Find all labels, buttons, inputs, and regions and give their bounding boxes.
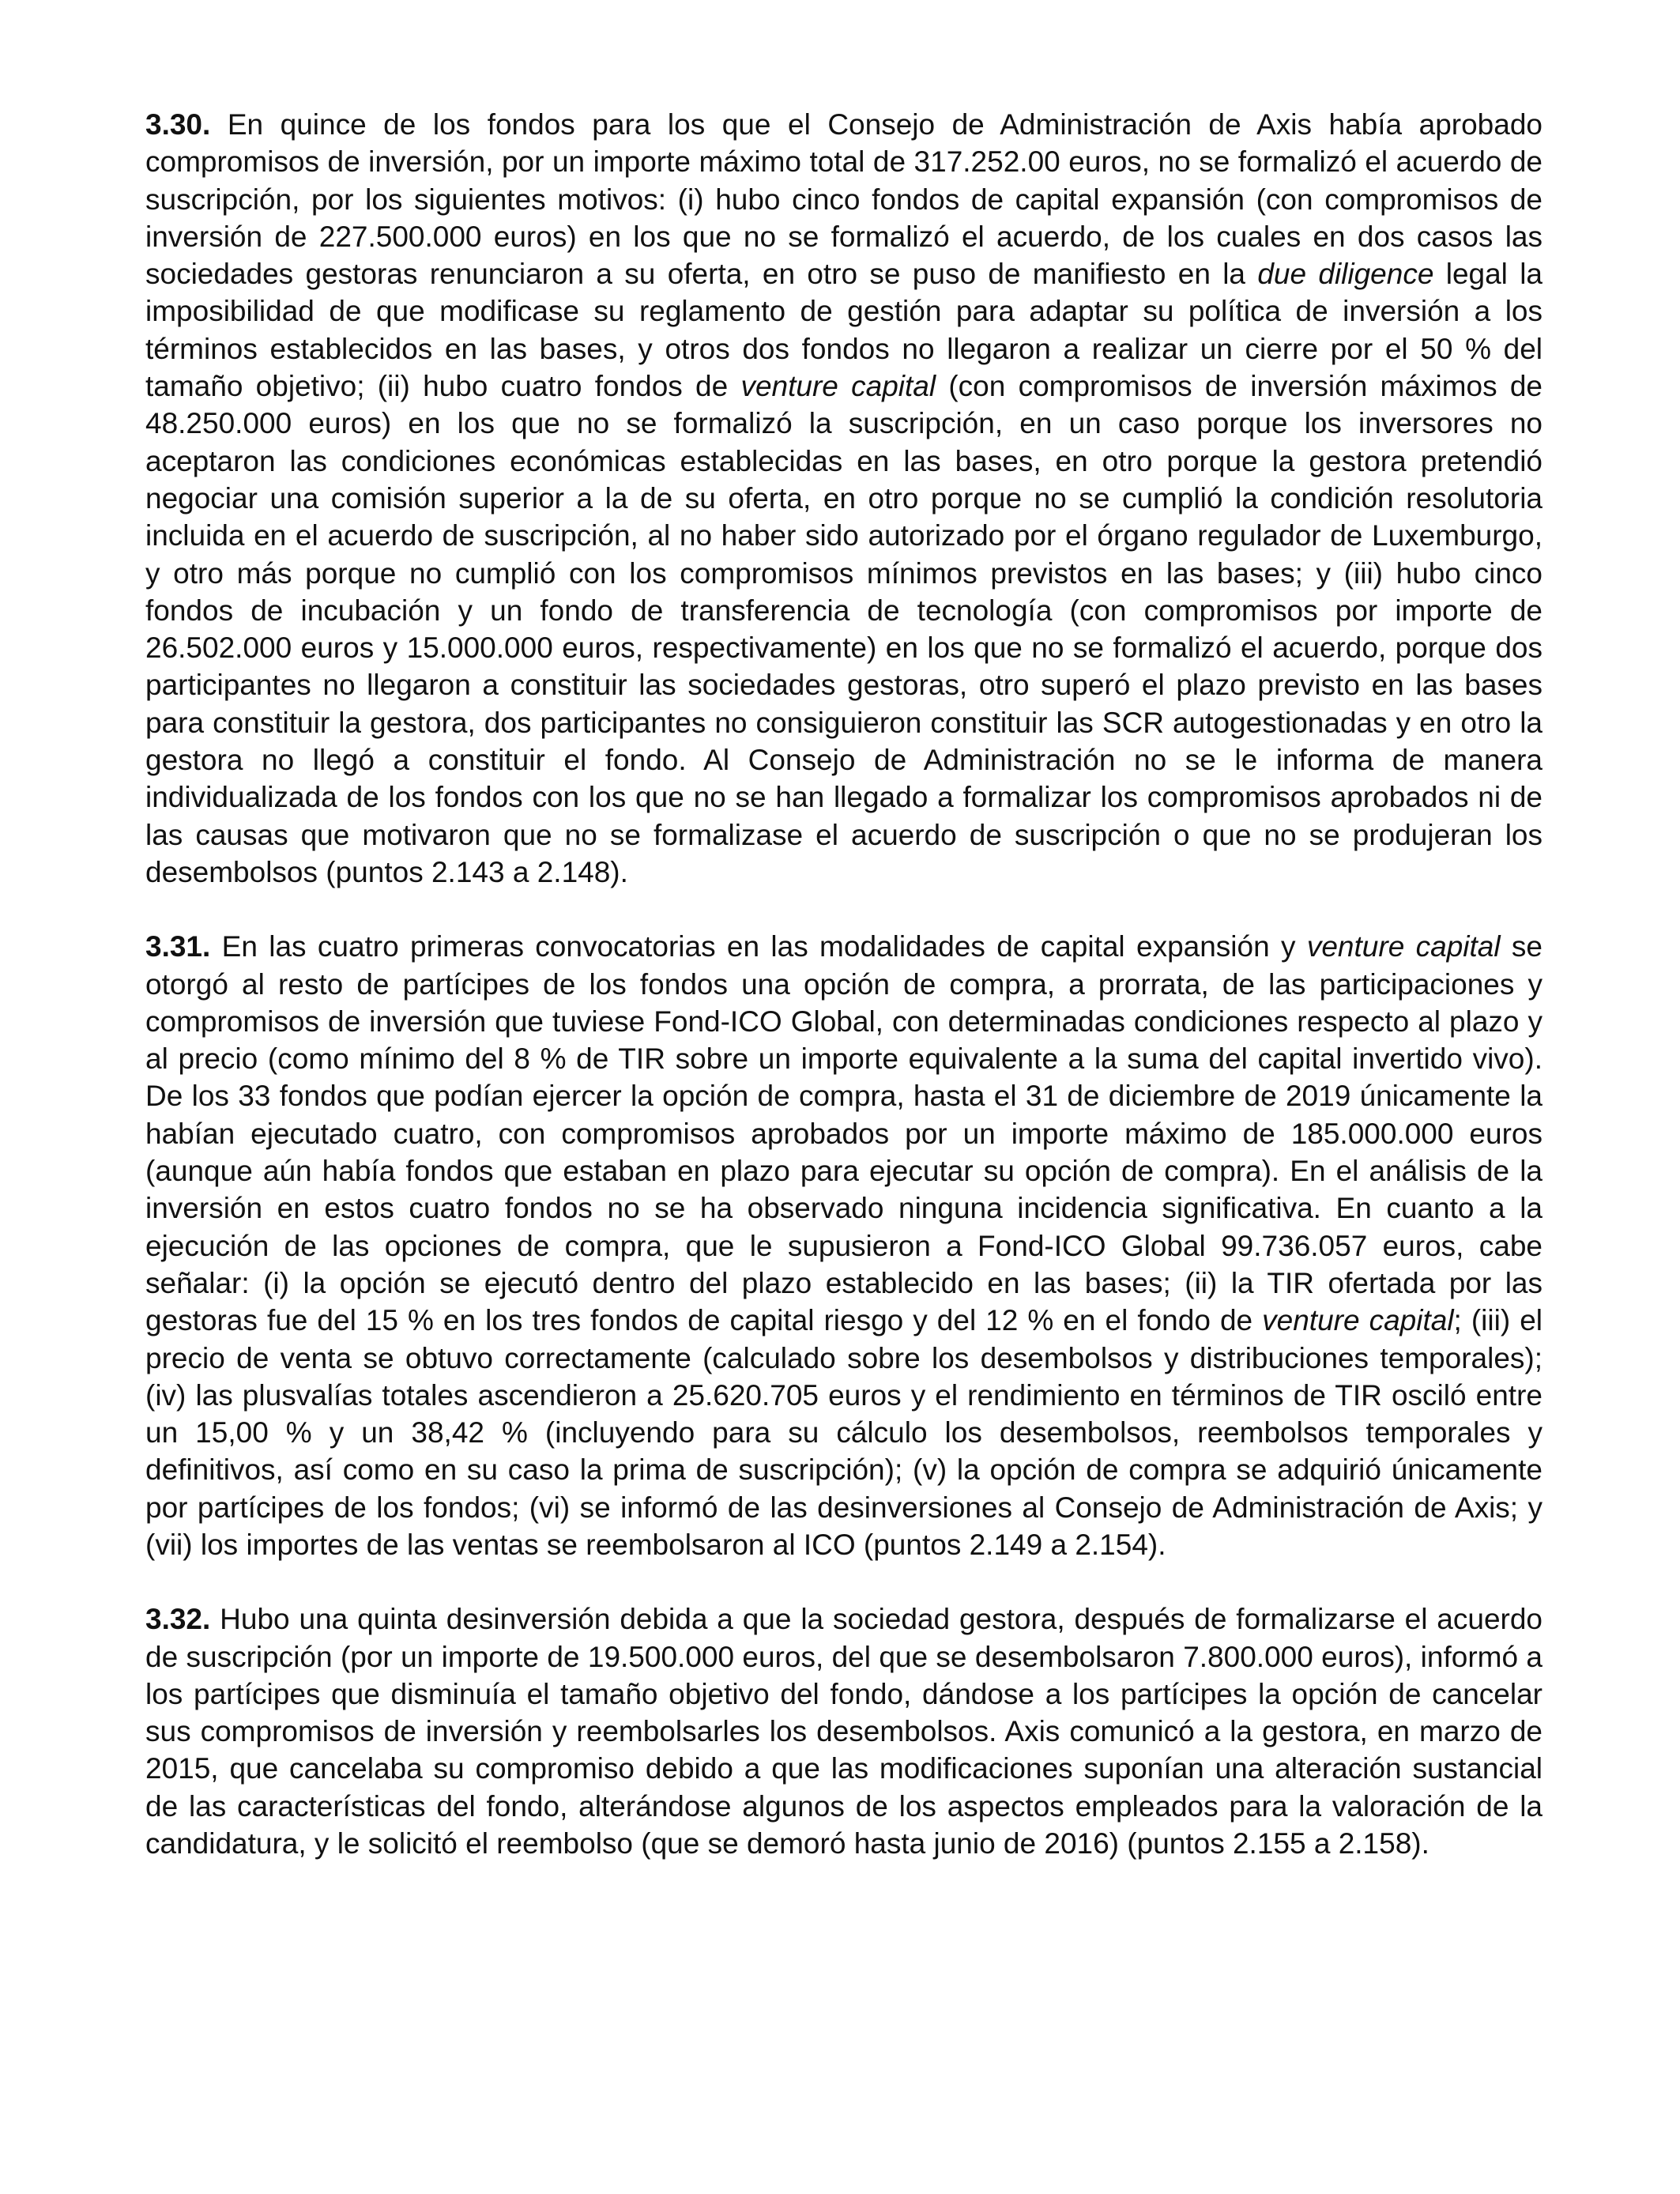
paragraph-number: 3.32. — [145, 1603, 211, 1636]
paragraph-3-31 — [145, 928, 1543, 1563]
paragraph-3-32 — [145, 1600, 1543, 1862]
paragraph-body: En las cuatro primeras convocatorias en las modalidades de capital expansión y venture capital se otorgó al resto de partícipes de los fondos una opción de compra, a prorrata, de las participaciones y compromisos de inversión que tuviese Fond-ICO Global, con determinadas condiciones respecto al plazo y al precio (como mínimo del 8 % de TIR sobre un importe equivalente a la suma del capital invertido vivo). De los 33 fondos que podían ejercer la opción de compra, hasta el 31 de diciembre de 2019 únicamente la habían ejecutado cuatro, con compromisos aprobados por un importe máximo de 185.000.000 euros (aunque aún había fondos que estaban en plazo para ejecutar su opción de compra). En el análisis de la inversión en estos cuatro fondos no se ha observado ninguna incidencia significativa. En cuanto a la ejecución de las opciones de compra, que le supusieron a Fond-ICO Global 99.736.057 euros, cabe señalar: (i) la opción se ejecutó dentro del plazo establecido en las bases; (ii) la TIR ofertada por las gestoras fue del 15 % en los tres fondos de capital riesgo y del 12 % en el fondo de venture capital; (iii) el precio de venta se obtuvo correctamente (calculado sobre los desembolsos y distribuciones temporales); (iv) las plusvalías totales ascendieron a 25.620.705 euros y el rendimiento en términos de TIR osciló entre un 15,00 % y un 38,42 % (incluyendo para su cálculo los desembolsos, reembolsos temporales y definitivos, así como en su caso la prima de suscripción); (v) la opción de compra se adquirió únicamente por partícipes de los fondos; (vi) se informó de las desinversiones al Consejo de Administración de Axis; y (vii) los importes de las ventas se reembolsaron al ICO (puntos 2.149 a 2.154). — [145, 930, 1543, 1561]
document-page — [145, 106, 1543, 1899]
paragraph-number: 3.30. — [145, 108, 211, 141]
paragraph-3-30 — [145, 106, 1543, 891]
paragraph-number: 3.31. — [145, 930, 211, 963]
paragraph-body: Hubo una quinta desinversión debida a que la sociedad gestora, después de formalizarse el acuerdo de suscripción (por un importe de 19.500.000 euros, del que se desembolsaron 7.800.000 euros), informó a los partícipes que disminuía el tamaño objetivo del fondo, dándose a los partícipes la opción de cancelar sus compromisos de inversión y reembolsarles los desembolsos. Axis comunicó a la gestora, en marzo de 2015, que cancelaba su compromiso debido a que las modificaciones suponían una alteración sustancial de las características del fondo, alterándose algunos de los aspectos empleados para la valoración de la candidatura, y le solicitó el reembolso (que se demoró hasta junio de 2016) (puntos 2.155 a 2.158). — [145, 1603, 1543, 1860]
paragraph-body: En quince de los fondos para los que el Consejo de Administración de Axis había aprobado compromisos de inversión, por un importe máximo total de 317.252.00 euros, no se formalizó el acuerdo de suscripción, por los siguientes motivos: (i) hubo cinco fondos de capital expansión (con compromisos de inversión de 227.500.000 euros) en los que no se formalizó el acuerdo, de los cuales en dos casos las sociedades gestoras renunciaron a su oferta, en otro se puso de manifiesto en la due diligence legal la imposibilidad de que modificase su reglamento de gestión para adaptar su política de inversión a los términos establecidos en las bases, y otros dos fondos no llegaron a realizar un cierre por el 50 % del tamaño objetivo; (ii) hubo cuatro fondos de venture capital (con compromisos de inversión máximos de 48.250.000 euros) en los que no se formalizó la suscripción, en un caso porque los inversores no aceptaron las condiciones económicas establecidas en las bases, en otro porque la gestora pretendió negociar una comisión superior a la de su oferta, en otro porque no se cumplió la condición resolutoria incluida en el acuerdo de suscripción, al no haber sido autorizado por el órgano regulador de Luxemburgo, y otro más porque no cumplió con los compromisos mínimos previstos en las bases; y (iii) hubo cinco fondos de incubación y un fondo de transferencia de tecnología (con compromisos por importe de 26.502.000 euros y 15.000.000 euros, respectivamente) en los que no se formalizó el acuerdo, porque dos participantes no llegaron a constituir las sociedades gestoras, otro superó el plazo previsto en las bases para constituir la gestora, dos participantes no consiguieron constituir las SCR autogestionadas y en otro la gestora no llegó a constituir el fondo. Al Consejo de Administración no se le informa de manera individualizada de los fondos con los que no se han llegado a formalizar los compromisos aprobados ni de las causas que motivaron que no se formalizase el acuerdo de suscripción o que no se produjeran los desembolsos (puntos 2.143 a 2.148). — [145, 108, 1543, 888]
